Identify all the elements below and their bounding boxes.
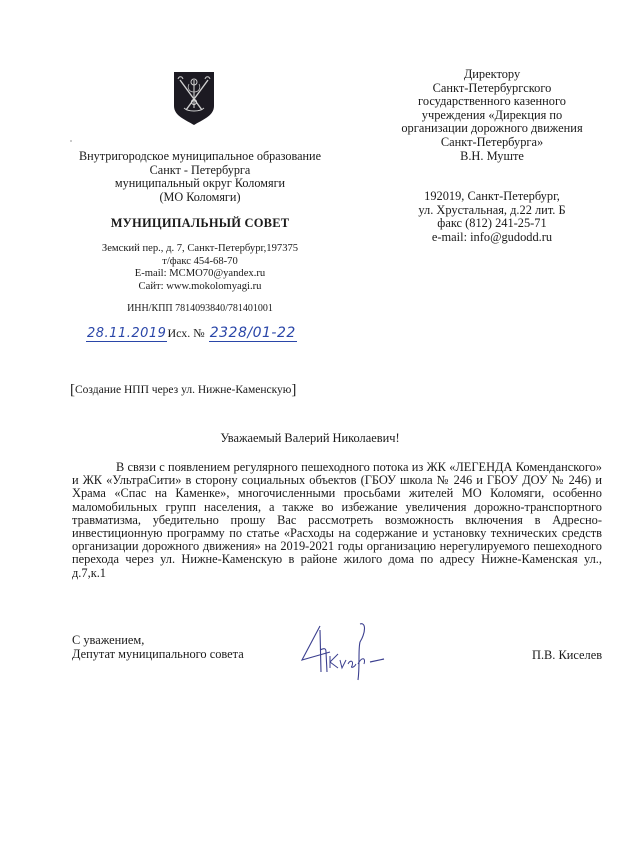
recipient-address-line: 192019, Санкт-Петербург,: [424, 189, 560, 203]
scan-speck: [70, 140, 72, 142]
outgoing-reference: [86, 324, 297, 342]
inn-kpp: ИНН/КПП 7814093840/781401001: [127, 303, 273, 314]
sender-contacts: [60, 243, 340, 293]
sender-address: Земский пер., д. 7, Санкт-Петербург,197375: [101, 243, 299, 254]
recipient-address: [372, 190, 612, 244]
handwritten-outgoing-number: 2328/01-22: [209, 325, 296, 341]
signature-icon: [300, 620, 390, 695]
recipient-block: [372, 68, 612, 163]
org-line: Внутригородское муниципальное образование: [79, 149, 321, 163]
recipient-line: Санкт-Петербургского: [432, 80, 552, 95]
sender-phone-fax: т/факс 454-68-70: [162, 255, 238, 267]
org-line: Санкт - Петербурга: [149, 162, 251, 177]
sender-organization: [60, 150, 340, 204]
recipient-line: Санкт-Петербурга»: [440, 134, 544, 149]
sender-email: E-mail: MCMO70@yandex.ru: [134, 268, 266, 279]
handwritten-date: 28.11.2019: [87, 326, 167, 341]
recipient-address-line: ул. Хрустальная, д.22 лит. Б: [418, 202, 566, 217]
council-title: МУНИЦИПАЛЬНЫЙ СОВЕТ: [110, 216, 290, 230]
signer-title: Депутат муниципального совета: [72, 647, 244, 661]
subject-close-bracket: ]: [291, 382, 297, 398]
greeting: Уважаемый Валерий Николаевич!: [220, 431, 400, 445]
recipient-line: Директору: [463, 67, 521, 81]
recipient-email: e-mail: info@gudodd.ru: [431, 229, 553, 244]
signer-name: П.В. Киселев: [532, 648, 603, 662]
subject-text: Создание НПП через ул. Нижне-Каменскую: [75, 384, 292, 396]
closing-block: [72, 633, 244, 661]
outgoing-label: Исх. №: [167, 326, 205, 340]
subject-line: [70, 382, 296, 399]
recipient-line: организации дорожного движения: [401, 121, 583, 136]
recipient-line: государственного казенного: [418, 94, 566, 109]
recipient-fax: факс (812) 241-25-71: [437, 216, 547, 231]
recipient-line: учреждения «Дирекция по: [421, 107, 563, 122]
closing: С уважением,: [72, 633, 145, 647]
sender-website: Сайт: www.mokolomyagi.ru: [138, 280, 262, 292]
coat-of-arms-icon: [172, 70, 216, 126]
subject-open-bracket: [: [70, 382, 75, 398]
org-line: муниципальный округ Коломяги: [114, 176, 286, 190]
org-line: (МО Коломяги): [159, 189, 241, 204]
letter-body: В связи с появлением регулярного пешеходного потока из ЖК «ЛЕГЕНДА Коменданского» и ЖК «УльтраСити» в сторону социальных объектов (ГБОУ школа № 246 и ГБОУ ДОУ № 246) и Храма «Спас на Каменке», многочисленными просьбами жителей МО Коломяги, особенно маломобильных групп населения, а также во избежание увеличения дорожно-транспортного травматизма, убедительно прошу Вас рассмотреть возможность включения в Адресно-инвестиционную программу по статье «Расходы на содержание и установку технических средств организации дорожного движения» на 2019-2021 годы организацию нерегулируемого пешеходного перехода через ул. Нижне-Каменскую в районе жилого дома по адресу Нижне-Каменская ул., д.7,к.1: [72, 460, 602, 580]
recipient-name: В.Н. Муште: [460, 148, 524, 163]
